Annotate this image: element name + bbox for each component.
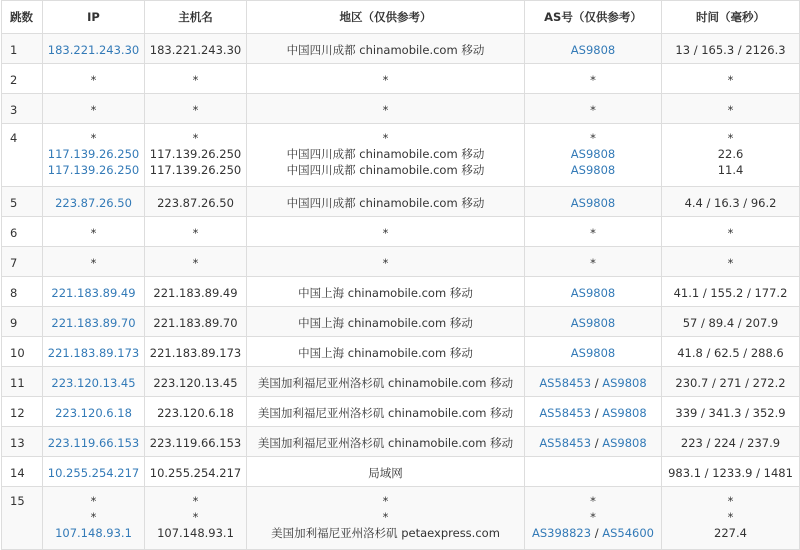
hop-cell: 3 bbox=[2, 94, 43, 124]
as-cell bbox=[525, 94, 662, 124]
region-text: 中国上海 chinamobile.com 移动 bbox=[298, 346, 473, 360]
ip-timeout: * bbox=[90, 494, 97, 508]
as-cell bbox=[525, 64, 662, 94]
as-link[interactable]: AS9808 bbox=[570, 196, 616, 210]
time-text: * bbox=[727, 131, 734, 145]
as-link[interactable]: AS54600 bbox=[602, 526, 654, 540]
ip-cell bbox=[43, 427, 145, 457]
time-text: 223 / 224 / 237.9 bbox=[680, 436, 781, 450]
time-cell bbox=[662, 427, 800, 457]
time-text: 13 / 165.3 / 2126.3 bbox=[675, 43, 786, 57]
as-cell bbox=[525, 397, 662, 427]
table-row bbox=[2, 367, 800, 397]
host-cell bbox=[145, 307, 247, 337]
as-link[interactable]: AS9808 bbox=[570, 43, 616, 57]
host-text: 223.120.13.45 bbox=[153, 376, 238, 390]
time-text: * bbox=[727, 73, 734, 87]
hop-cell: 10 bbox=[2, 337, 43, 367]
hop-cell: 12 bbox=[2, 397, 43, 427]
region-cell bbox=[247, 34, 525, 64]
ip-link[interactable]: 221.183.89.173 bbox=[47, 346, 140, 360]
host-cell bbox=[145, 124, 247, 187]
table-body bbox=[2, 34, 800, 550]
ip-cell bbox=[43, 307, 145, 337]
ip-link[interactable]: 10.255.254.217 bbox=[47, 466, 140, 480]
time-column-header: 时间（毫秒） bbox=[662, 1, 800, 34]
time-cell bbox=[662, 217, 800, 247]
host-cell bbox=[145, 247, 247, 277]
as-link[interactable]: AS9808 bbox=[602, 406, 647, 420]
host-cell bbox=[145, 187, 247, 217]
as-cell bbox=[525, 457, 662, 487]
table-row bbox=[2, 217, 800, 247]
time-text: * bbox=[727, 494, 734, 508]
host-cell bbox=[145, 367, 247, 397]
as-line bbox=[525, 509, 661, 525]
host-column-header: 主机名 bbox=[145, 1, 247, 34]
as-line bbox=[525, 345, 661, 361]
time-text: * bbox=[727, 510, 734, 524]
table-row bbox=[2, 94, 800, 124]
time-text: * bbox=[727, 256, 734, 270]
host-text: 117.139.26.250 bbox=[149, 163, 242, 177]
region-text: 中国四川成都 chinamobile.com 移动 bbox=[286, 43, 485, 57]
region-cell bbox=[247, 487, 525, 550]
as-line bbox=[525, 42, 661, 58]
ip-cell bbox=[43, 94, 145, 124]
as-line bbox=[525, 315, 661, 331]
host-cell bbox=[145, 217, 247, 247]
ip-link[interactable]: 117.139.26.250 bbox=[47, 163, 140, 177]
table-header-row bbox=[2, 1, 800, 34]
as-link[interactable]: AS9808 bbox=[570, 147, 616, 161]
as-column-header: AS号（仅供参考） bbox=[525, 1, 662, 34]
as-separator: / bbox=[591, 526, 603, 540]
host-text: * bbox=[192, 256, 199, 270]
ip-cell bbox=[43, 277, 145, 307]
host-text: * bbox=[192, 131, 199, 145]
host-cell bbox=[145, 427, 247, 457]
ip-cell bbox=[43, 187, 145, 217]
time-text: 41.8 / 62.5 / 288.6 bbox=[677, 346, 784, 360]
as-cell bbox=[525, 337, 662, 367]
table-row bbox=[2, 277, 800, 307]
region-text: 中国四川成都 chinamobile.com 移动 bbox=[286, 147, 485, 161]
table-row bbox=[2, 247, 800, 277]
as-link[interactable]: AS58453 bbox=[539, 436, 592, 450]
time-cell bbox=[662, 337, 800, 367]
region-text: 中国四川成都 chinamobile.com 移动 bbox=[286, 163, 485, 177]
ip-cell bbox=[43, 247, 145, 277]
host-text: 223.120.6.18 bbox=[157, 406, 234, 420]
host-text: 107.148.93.1 bbox=[157, 526, 234, 540]
time-cell bbox=[662, 487, 800, 550]
ip-timeout: * bbox=[90, 510, 97, 524]
ip-column-header: IP bbox=[43, 1, 145, 34]
time-cell bbox=[662, 34, 800, 64]
ip-link[interactable]: 183.221.243.30 bbox=[47, 43, 140, 57]
host-text: 10.255.254.217 bbox=[149, 466, 242, 480]
ip-timeout: * bbox=[90, 103, 97, 117]
as-link[interactable]: AS58453 bbox=[539, 406, 592, 420]
time-text: 41.1 / 155.2 / 177.2 bbox=[673, 286, 788, 300]
ip-link[interactable]: 221.183.89.49 bbox=[51, 286, 136, 300]
region-cell bbox=[247, 397, 525, 427]
ip-link[interactable]: 223.119.66.153 bbox=[47, 436, 140, 450]
ip-timeout: * bbox=[90, 256, 97, 270]
ip-cell bbox=[43, 217, 145, 247]
as-line bbox=[525, 493, 661, 509]
host-text: * bbox=[192, 226, 199, 240]
host-text: 221.183.89.49 bbox=[153, 286, 238, 300]
region-text: 中国四川成都 chinamobile.com 移动 bbox=[286, 196, 485, 210]
table-row bbox=[2, 487, 800, 550]
host-text: * bbox=[192, 510, 199, 524]
table-row bbox=[2, 307, 800, 337]
ip-link[interactable]: 223.120.13.45 bbox=[51, 376, 136, 390]
ip-link[interactable]: 117.139.26.250 bbox=[47, 147, 140, 161]
as-timeout: * bbox=[590, 494, 596, 508]
hop-cell: 14 bbox=[2, 457, 43, 487]
host-cell bbox=[145, 397, 247, 427]
hop-cell: 7 bbox=[2, 247, 43, 277]
ip-cell bbox=[43, 124, 145, 187]
hop-cell: 6 bbox=[2, 217, 43, 247]
traceroute-table bbox=[1, 0, 800, 550]
table-row bbox=[2, 34, 800, 64]
region-text: * bbox=[382, 73, 389, 87]
host-cell bbox=[145, 34, 247, 64]
as-line bbox=[525, 405, 661, 421]
region-cell bbox=[247, 277, 525, 307]
ip-link[interactable]: 223.120.6.18 bbox=[55, 406, 132, 420]
hop-cell: 15 bbox=[2, 487, 43, 550]
time-cell bbox=[662, 124, 800, 187]
region-text: 美国加利福尼亚州洛杉矶 petaexpress.com bbox=[271, 526, 500, 540]
as-line bbox=[525, 102, 661, 118]
as-separator: / bbox=[591, 406, 603, 420]
region-cell bbox=[247, 217, 525, 247]
as-line bbox=[525, 525, 661, 541]
as-link[interactable]: AS9808 bbox=[570, 163, 616, 177]
time-text: 4.4 / 16.3 / 96.2 bbox=[684, 196, 777, 210]
host-text: 117.139.26.250 bbox=[149, 147, 242, 161]
region-text: 美国加利福尼亚州洛杉矶 chinamobile.com 移动 bbox=[257, 376, 514, 390]
time-cell bbox=[662, 457, 800, 487]
as-timeout: * bbox=[590, 73, 596, 87]
as-line bbox=[525, 72, 661, 88]
time-text: 22.6 bbox=[717, 147, 744, 161]
region-cell bbox=[247, 367, 525, 397]
as-cell bbox=[525, 277, 662, 307]
as-separator: / bbox=[591, 436, 603, 450]
hop-cell: 11 bbox=[2, 367, 43, 397]
host-text: 223.87.26.50 bbox=[157, 196, 234, 210]
hop-cell: 5 bbox=[2, 187, 43, 217]
as-timeout: * bbox=[590, 226, 596, 240]
ip-link[interactable]: 221.183.89.70 bbox=[51, 316, 136, 330]
ip-cell bbox=[43, 457, 145, 487]
as-link[interactable]: AS398823 bbox=[531, 526, 592, 540]
time-cell bbox=[662, 64, 800, 94]
region-text: 局域网 bbox=[368, 466, 403, 480]
as-line bbox=[525, 130, 661, 146]
host-text: * bbox=[192, 103, 199, 117]
as-cell bbox=[525, 187, 662, 217]
region-cell bbox=[247, 457, 525, 487]
as-line bbox=[525, 285, 661, 301]
table-row bbox=[2, 457, 800, 487]
as-cell bbox=[525, 487, 662, 550]
as-cell bbox=[525, 217, 662, 247]
ip-cell bbox=[43, 367, 145, 397]
region-text: * bbox=[382, 494, 389, 508]
table-row bbox=[2, 187, 800, 217]
region-cell bbox=[247, 307, 525, 337]
time-text: 11.4 bbox=[717, 163, 744, 177]
as-line bbox=[525, 195, 661, 211]
ip-timeout: * bbox=[90, 73, 97, 87]
host-cell bbox=[145, 337, 247, 367]
region-cell bbox=[247, 187, 525, 217]
host-cell bbox=[145, 64, 247, 94]
ip-cell bbox=[43, 64, 145, 94]
hop-cell: 8 bbox=[2, 277, 43, 307]
region-cell bbox=[247, 94, 525, 124]
region-cell bbox=[247, 247, 525, 277]
hop-cell: 4 bbox=[2, 124, 43, 187]
as-link[interactable]: AS9808 bbox=[602, 376, 647, 390]
as-line bbox=[525, 146, 661, 162]
as-separator: / bbox=[591, 376, 603, 390]
table-row bbox=[2, 124, 800, 187]
host-cell bbox=[145, 277, 247, 307]
ip-timeout: * bbox=[90, 226, 97, 240]
time-cell bbox=[662, 397, 800, 427]
time-text: 57 / 89.4 / 207.9 bbox=[682, 316, 779, 330]
region-column-header: 地区（仅供参考） bbox=[247, 1, 525, 34]
as-line bbox=[525, 255, 661, 271]
table-row bbox=[2, 427, 800, 457]
region-text: * bbox=[382, 226, 389, 240]
time-text: 339 / 341.3 / 352.9 bbox=[675, 406, 786, 420]
as-line bbox=[525, 225, 661, 241]
as-link[interactable]: AS9808 bbox=[570, 286, 616, 300]
host-text: * bbox=[192, 73, 199, 87]
time-cell bbox=[662, 307, 800, 337]
hop-cell: 9 bbox=[2, 307, 43, 337]
host-cell bbox=[145, 94, 247, 124]
host-cell bbox=[145, 487, 247, 550]
time-cell bbox=[662, 367, 800, 397]
time-text: 983.1 / 1233.9 / 1481 bbox=[668, 466, 793, 480]
time-cell bbox=[662, 277, 800, 307]
region-text: * bbox=[382, 256, 389, 270]
as-line bbox=[525, 375, 661, 391]
ip-cell bbox=[43, 487, 145, 550]
as-link[interactable]: AS58453 bbox=[539, 376, 592, 390]
region-text: * bbox=[382, 103, 389, 117]
as-cell bbox=[525, 427, 662, 457]
as-cell bbox=[525, 247, 662, 277]
ip-link[interactable]: 223.87.26.50 bbox=[55, 196, 132, 210]
time-cell bbox=[662, 94, 800, 124]
time-text: * bbox=[727, 226, 734, 240]
time-text: * bbox=[727, 103, 734, 117]
ip-timeout: * bbox=[90, 131, 97, 145]
region-cell bbox=[247, 64, 525, 94]
time-cell bbox=[662, 187, 800, 217]
as-cell bbox=[525, 34, 662, 64]
as-cell bbox=[525, 124, 662, 187]
region-cell bbox=[247, 337, 525, 367]
region-cell bbox=[247, 124, 525, 187]
ip-cell bbox=[43, 397, 145, 427]
as-line bbox=[525, 162, 661, 178]
as-timeout: * bbox=[590, 103, 596, 117]
host-text: 223.119.66.153 bbox=[149, 436, 242, 450]
ip-link[interactable]: 107.148.93.1 bbox=[55, 526, 132, 540]
hop-column-header: 跳数 bbox=[2, 1, 43, 34]
as-timeout: * bbox=[590, 256, 596, 270]
region-text: 中国上海 chinamobile.com 移动 bbox=[298, 286, 473, 300]
as-timeout: * bbox=[590, 510, 596, 524]
table-row bbox=[2, 337, 800, 367]
as-cell bbox=[525, 367, 662, 397]
hop-cell: 13 bbox=[2, 427, 43, 457]
host-text: 221.183.89.70 bbox=[153, 316, 238, 330]
region-text: 中国上海 chinamobile.com 移动 bbox=[298, 316, 473, 330]
table-row bbox=[2, 397, 800, 427]
as-line bbox=[525, 435, 661, 451]
time-text: 230.7 / 271 / 272.2 bbox=[675, 376, 786, 390]
as-link[interactable]: AS9808 bbox=[570, 346, 616, 360]
region-text: * bbox=[382, 510, 389, 524]
as-link[interactable]: AS9808 bbox=[570, 316, 616, 330]
host-cell bbox=[145, 457, 247, 487]
as-cell bbox=[525, 307, 662, 337]
region-text: 美国加利福尼亚州洛杉矶 chinamobile.com 移动 bbox=[257, 406, 514, 420]
as-timeout: * bbox=[590, 131, 596, 145]
region-text: * bbox=[382, 131, 389, 145]
table-row bbox=[2, 64, 800, 94]
region-text: 美国加利福尼亚州洛杉矶 chinamobile.com 移动 bbox=[257, 436, 514, 450]
region-cell bbox=[247, 427, 525, 457]
ip-cell bbox=[43, 34, 145, 64]
host-text: * bbox=[192, 494, 199, 508]
as-link[interactable]: AS9808 bbox=[602, 436, 647, 450]
time-cell bbox=[662, 247, 800, 277]
hop-cell: 1 bbox=[2, 34, 43, 64]
ip-cell bbox=[43, 337, 145, 367]
host-text: 183.221.243.30 bbox=[149, 43, 242, 57]
host-text: 221.183.89.173 bbox=[149, 346, 242, 360]
time-text: 227.4 bbox=[714, 526, 747, 540]
hop-cell: 2 bbox=[2, 64, 43, 94]
